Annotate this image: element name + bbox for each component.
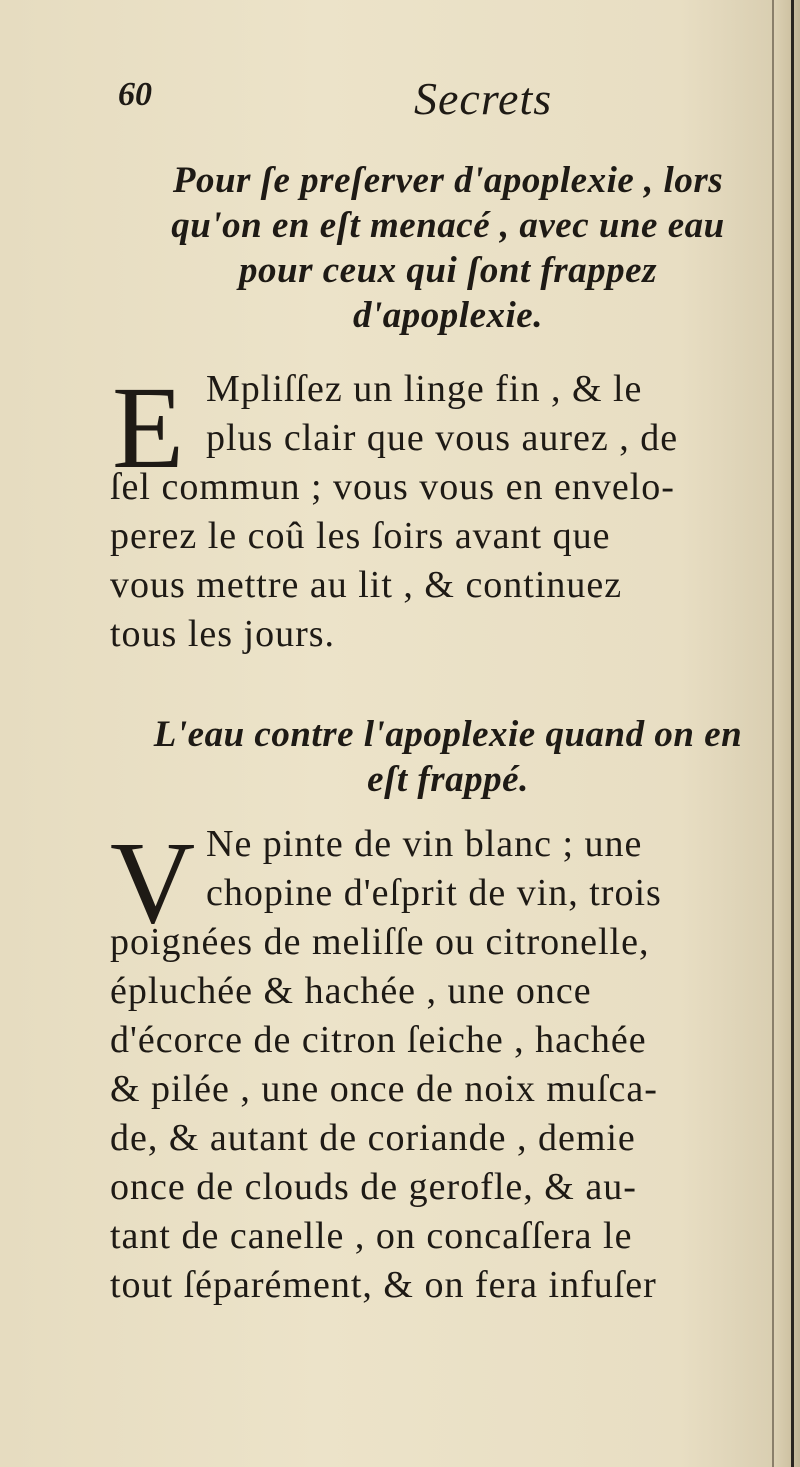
text-line: chopine d'eſprit de vin, trois: [206, 872, 662, 914]
heading-line: L'eau contre l'apoplexie quand on en: [153, 714, 743, 755]
drop-cap-initial: V: [110, 817, 196, 948]
heading-line: d'apoplexie.: [353, 295, 543, 336]
text-line: & pilée , une once de noix muſca-: [110, 1068, 658, 1110]
page-number: 60: [118, 76, 152, 113]
running-title: Secrets: [414, 73, 553, 124]
heading-line: qu'on en eſt menacé , avec une eau: [171, 205, 725, 246]
text-line: ſel commun ; vous vous en envelo-: [110, 466, 675, 508]
text-line: Ne pinte de vin blanc ; une: [206, 823, 643, 865]
text-line: de, & autant de coriande , demie: [110, 1117, 636, 1159]
text-line: tant de canelle , on concaſſera le: [110, 1215, 633, 1257]
paragraph-1: [110, 362, 770, 659]
text-line: poignées de meliſſe ou citronelle,: [110, 921, 650, 963]
text-line: Mpliſſez un linge fin , & le: [206, 368, 643, 410]
heading-line: Pour ſe preſerver d'apoplexie , lors: [172, 160, 724, 201]
text-line: tous les jours.: [110, 613, 336, 655]
drop-cap-initial: E: [112, 362, 185, 493]
text-line: once de clouds de gerofle, & au-: [110, 1166, 637, 1208]
paragraph-2: [110, 817, 770, 1310]
section-heading-2: [118, 712, 778, 802]
text-line: d'écorce de citron ſeiche , hachée: [110, 1019, 647, 1061]
heading-line: pour ceux qui ſont frappez: [239, 250, 657, 291]
page-header: [118, 72, 758, 132]
text-line: perez le coû les ſoirs avant que: [110, 515, 611, 557]
text-line: tout ſéparément, & on fera infuſer: [110, 1264, 657, 1306]
text-line: vous mettre au lit , & continuez: [110, 564, 623, 606]
heading-line: eſt frappé.: [367, 759, 529, 800]
text-line: plus clair que vous aurez , de: [206, 417, 679, 459]
section-heading-1: [118, 158, 778, 338]
text-line: épluchée & hachée , une once: [110, 970, 592, 1012]
binding-shadow: [791, 0, 794, 1467]
